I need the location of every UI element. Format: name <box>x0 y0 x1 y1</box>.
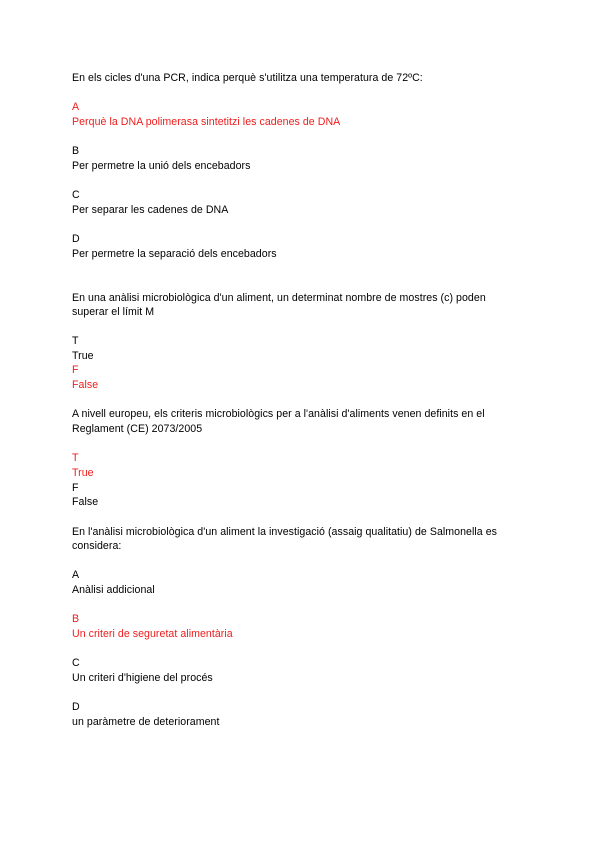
question-4-option-c-text: Un criteri d'higiene del procés <box>72 672 213 684</box>
question-2-option-f-letter: F <box>72 364 79 376</box>
question-3-text-line-1: A nivell europeu, els criteris microbiològics per a l'anàlisi d'aliments venen definits en el <box>72 408 485 420</box>
question-1-option-a-text: Perquè la DNA polimerasa sintetitzi les cadenes de DNA <box>72 116 341 128</box>
question-1-option-b-letter: B <box>72 145 80 157</box>
question-1-option-c-text: Per separar les cadenes de DNA <box>72 204 229 216</box>
question-3-text-line-2: Reglament (CE) 2073/2005 <box>72 423 203 435</box>
question-2-text-line-1: En una anàlisi microbiològica d'un aliment, un determinat nombre de mostres (c) poden <box>72 292 486 304</box>
question-4-option-d-text: un paràmetre de deteriorament <box>72 716 220 728</box>
question-3-option-f-text: False <box>72 496 99 508</box>
question-4-option-b-text: Un criteri de seguretat alimentària <box>72 628 233 640</box>
question-4-option-a-text: Anàlisi addicional <box>72 584 155 596</box>
question-2-option-t-letter: T <box>72 335 79 347</box>
question-4-option-d-letter: D <box>72 701 80 713</box>
question-1-option-d-text: Per permetre la separació dels encebadors <box>72 248 277 260</box>
question-4-option-c-letter: C <box>72 657 80 669</box>
question-1-option-a-letter: A <box>72 101 80 113</box>
question-3-option-f-letter: F <box>72 482 79 494</box>
question-2-option-f-text: False <box>72 379 99 391</box>
question-1-option-c-letter: C <box>72 189 80 201</box>
question-1-option-d-letter: D <box>72 233 80 245</box>
question-1-text-line-1: En els cicles d'una PCR, indica perquè s'utilitza una temperatura de 72ºC: <box>72 72 423 84</box>
question-4-text-line-2: considera: <box>72 540 122 552</box>
question-4-text-line-1: En l'anàlisi microbiològica d'un aliment la investigació (assaig qualitatiu) de Salmonella es <box>72 526 498 538</box>
question-3-option-t-letter: T <box>72 452 79 464</box>
question-4-option-b-letter: B <box>72 613 80 625</box>
question-4-option-a-letter: A <box>72 569 80 581</box>
question-1-option-b-text: Per permetre la unió dels encebadors <box>72 160 251 172</box>
question-3-option-t-text: True <box>72 467 94 479</box>
question-2-text-line-2: superar el límit M <box>72 306 155 318</box>
question-2-option-t-text: True <box>72 350 94 362</box>
